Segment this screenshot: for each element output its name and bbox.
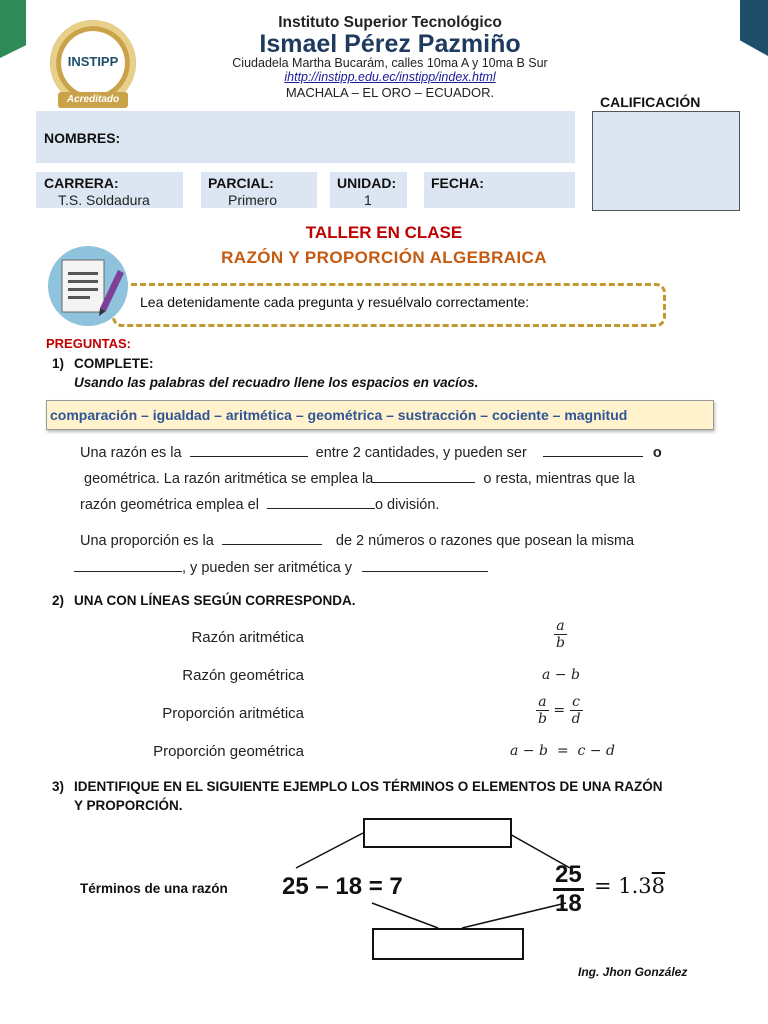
word-bank: comparación – igualdad – aritmética – geométrica – sustracción – cociente – magnitud — [50, 407, 628, 423]
carrera-value: T.S. Soldadura — [58, 192, 150, 208]
parcial-label: PARCIAL: — [208, 175, 274, 191]
q3-title-line-2: Y PROPORCIÓN. — [74, 798, 183, 813]
institute-address: Ciudadela Martha Bucarám, calles 10ma A y 10ma B Sur — [232, 56, 548, 70]
q1-text: Una razón es la — [80, 445, 182, 461]
page-title: TALLER EN CLASE — [305, 223, 463, 242]
logo-text: INSTIPP — [67, 54, 119, 69]
q1-text: o resta, mientras que la — [483, 471, 635, 487]
grade-label: CALIFICACIÓN — [600, 94, 701, 110]
instruction-text: Lea detenidamente cada pregunta y resuélvalo correctamente: — [140, 294, 530, 310]
match-left-item: Proporción geométrica — [153, 743, 304, 760]
institute-url[interactable]: ihttp://instipp.edu.ec/instipp/index.html — [284, 70, 496, 84]
preguntas-label: PREGUNTAS: — [46, 336, 131, 351]
logo-ribbon: Acreditado — [58, 92, 128, 108]
unidad-label: UNIDAD: — [337, 175, 397, 191]
parcial-value: Primero — [228, 192, 278, 208]
frac-numerator: 25 — [553, 862, 584, 891]
q3-result — [594, 874, 665, 898]
frac-numerator: a — [536, 694, 549, 711]
q2-title: UNA CON LÍNEAS SEGÚN CORRESPONDA. — [74, 593, 356, 608]
q1-text: o — [652, 445, 662, 461]
match-right-arithmetic-proportion: a − b = c − d — [510, 743, 615, 759]
q3-expression: 25 – 18 = 7 — [282, 873, 403, 900]
q1-subtitle: Usando las palabras del recuadro llene los espacios en vacíos. — [74, 375, 479, 390]
q1-text: o división. — [374, 497, 440, 513]
answer-box-bottom[interactable] — [372, 928, 524, 960]
match-left-item: Razón geométrica — [182, 667, 304, 684]
match-left-item: Razón aritmética — [191, 629, 304, 646]
unidad-value: 1 — [364, 192, 372, 208]
institute-name: Ismael Pérez Pazmiño — [259, 30, 521, 58]
q1-text: , y pueden ser aritmética y — [182, 560, 353, 576]
match-left-item: Proporción aritmética — [162, 705, 304, 722]
institute-city: MACHALA – EL ORO – ECUADOR. — [285, 85, 495, 100]
result-prefix: = 1.3 — [594, 874, 652, 898]
q3-number: 3) — [52, 779, 65, 794]
institute-type: Instituto Superior Tecnológico — [278, 14, 502, 31]
q3-fraction — [553, 862, 584, 917]
frac-numerator: c — [570, 694, 583, 711]
q1-text: de 2 números o razones que posean la misma — [335, 533, 635, 549]
carrera-label: CARRERA: — [44, 175, 119, 191]
q1-text: entre 2 cantidades, y pueden ser — [315, 445, 527, 461]
page-subtitle: RAZÓN Y PROPORCIÓN ALGEBRAICA — [221, 248, 547, 267]
equals-sign: = — [553, 702, 566, 719]
match-right-difference: a − b — [542, 667, 580, 683]
q1-title: COMPLETE: — [74, 356, 154, 371]
fecha-label: FECHA: — [431, 175, 484, 191]
q3-row-label: Términos de una razón — [80, 881, 228, 896]
frac-denominator: 18 — [555, 890, 582, 917]
q1-text: Una proporción es la — [80, 533, 214, 549]
result-repeating-digit: 8 — [651, 874, 666, 898]
footer-author: Ing. Jhon González — [578, 965, 688, 979]
q1-text: geométrica. La razón aritmética se emplea la — [84, 471, 374, 487]
frac-denominator: b — [538, 711, 547, 727]
frac-denominator: b — [556, 635, 565, 651]
frac-denominator: d — [571, 711, 581, 727]
q1-text: razón geométrica emplea el — [80, 497, 259, 513]
nombres-label: NOMBRES: — [44, 130, 121, 146]
answer-box-top[interactable] — [363, 818, 512, 848]
q3-title-line-1: IDENTIFIQUE EN EL SIGUIENTE EJEMPLO LOS TÉRMINOS O ELEMENTOS DE UNA RAZÓN — [74, 779, 663, 794]
frac-numerator: a — [554, 618, 567, 635]
q1-number: 1) — [52, 356, 65, 371]
q2-number: 2) — [52, 593, 65, 608]
